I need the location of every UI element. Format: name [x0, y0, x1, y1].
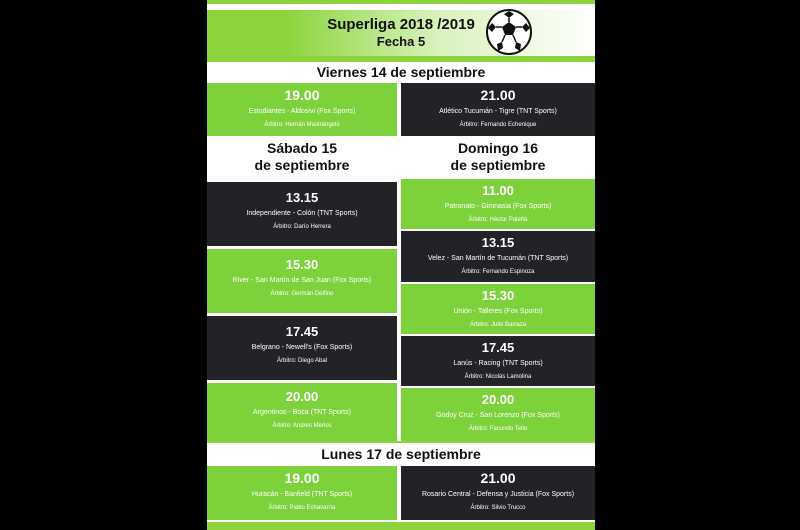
match-referee: Árbitro: Darío Herrera	[273, 224, 331, 230]
match-time: 13.15	[285, 190, 319, 205]
match-referee: Árbitro: Pablo Echavarría	[268, 505, 336, 511]
match-time: 15.30	[285, 257, 319, 272]
match-referee: Árbitro: Julio Barraza	[469, 322, 527, 328]
match-referee: Árbitro: Héctor Paletta	[468, 217, 528, 223]
match-referee: Árbitro: Facundo Tello	[468, 426, 528, 432]
match-referee: Árbitro: Fernando Espinoza	[461, 269, 535, 275]
match-time: 20.00	[285, 389, 319, 404]
soccer-ball-icon	[485, 8, 533, 56]
match-teams: Godoy Cruz - San Lorenzo (Fox Sports)	[436, 412, 560, 419]
match-referee: Árbitro: Germán Delfino	[270, 291, 334, 297]
match-teams: Independiente - Colón (TNT Sports)	[246, 210, 358, 217]
match-card	[401, 179, 595, 229]
sunday-heading-line2: de septiembre	[450, 157, 546, 173]
match-card	[207, 249, 397, 313]
sunday-heading	[401, 140, 595, 174]
match-time: 20.00	[481, 392, 515, 407]
match-teams: Belgrano - Newell's (Fox Sports)	[251, 344, 353, 351]
bottom-stripe	[207, 522, 595, 530]
match-card	[207, 466, 397, 520]
fixture-poster	[207, 0, 595, 530]
match-time: 19.00	[284, 87, 320, 103]
match-teams: Patronato - Gimnasia (Fox Sports)	[444, 203, 552, 210]
match-time: 21.00	[480, 470, 516, 486]
match-card	[207, 383, 397, 441]
match-card	[207, 182, 397, 246]
saturday-heading	[207, 140, 397, 174]
match-teams: Rosario Central - Defensa y Justicia (Fox Sports)	[421, 491, 575, 498]
friday-heading: Viernes 14 de septiembre	[316, 64, 486, 80]
match-card	[401, 336, 595, 386]
saturday-heading-line2: de septiembre	[254, 157, 350, 173]
match-teams: Velez - San Martín de Tucumán (TNT Sports)	[427, 255, 569, 262]
match-teams: Argentinos - Boca (TNT Sports)	[253, 409, 351, 416]
stripe	[207, 441, 595, 443]
match-card	[401, 466, 595, 520]
monday-heading: Lunes 17 de septiembre	[321, 446, 481, 462]
page-title: Superliga 2018 /2019	[327, 16, 475, 33]
match-time: 13.15	[481, 235, 515, 250]
match-time: 15.30	[481, 288, 515, 303]
match-card	[401, 284, 595, 334]
match-card	[401, 83, 595, 136]
match-teams: Unión - Talleres (Fox Sports)	[453, 308, 543, 315]
match-teams: Atlético Tucumán - Tigre (TNT Sports)	[439, 108, 557, 115]
sunday-heading-line1: Domingo 16	[457, 140, 539, 156]
match-referee: Árbitro: Fernando Echenique	[459, 122, 537, 128]
match-time: 17.45	[481, 340, 515, 355]
match-time: 11.00	[482, 183, 514, 198]
match-time: 19.00	[284, 470, 320, 486]
match-referee: Árbitro: Hernán Mastrángelo	[264, 122, 340, 128]
match-referee: Árbitro: Nicolás Lamolina	[464, 374, 532, 380]
match-time: 17.45	[285, 324, 319, 339]
match-teams: Lanús - Racing (TNT Sports)	[453, 360, 543, 367]
match-teams: Estudiantes - Aldosivi (Fox Sports)	[248, 108, 356, 115]
match-referee: Árbitro: Andrés Merlos	[272, 423, 332, 429]
match-time: 21.00	[480, 87, 516, 103]
top-stripe	[207, 0, 595, 4]
match-referee: Árbitro: Silvio Trucco	[470, 505, 526, 511]
match-card	[207, 316, 397, 380]
match-referee: Árbitro: Diego Abal	[276, 358, 328, 364]
match-teams: River - San Martín de San Juan (Fox Sports)	[232, 277, 372, 284]
match-card	[207, 83, 397, 136]
match-teams: Huracán - Banfield (TNT Sports)	[251, 491, 353, 498]
match-card	[401, 231, 595, 282]
match-card	[401, 388, 595, 441]
saturday-heading-line1: Sábado 15	[266, 140, 338, 156]
page-subtitle: Fecha 5	[376, 34, 426, 49]
